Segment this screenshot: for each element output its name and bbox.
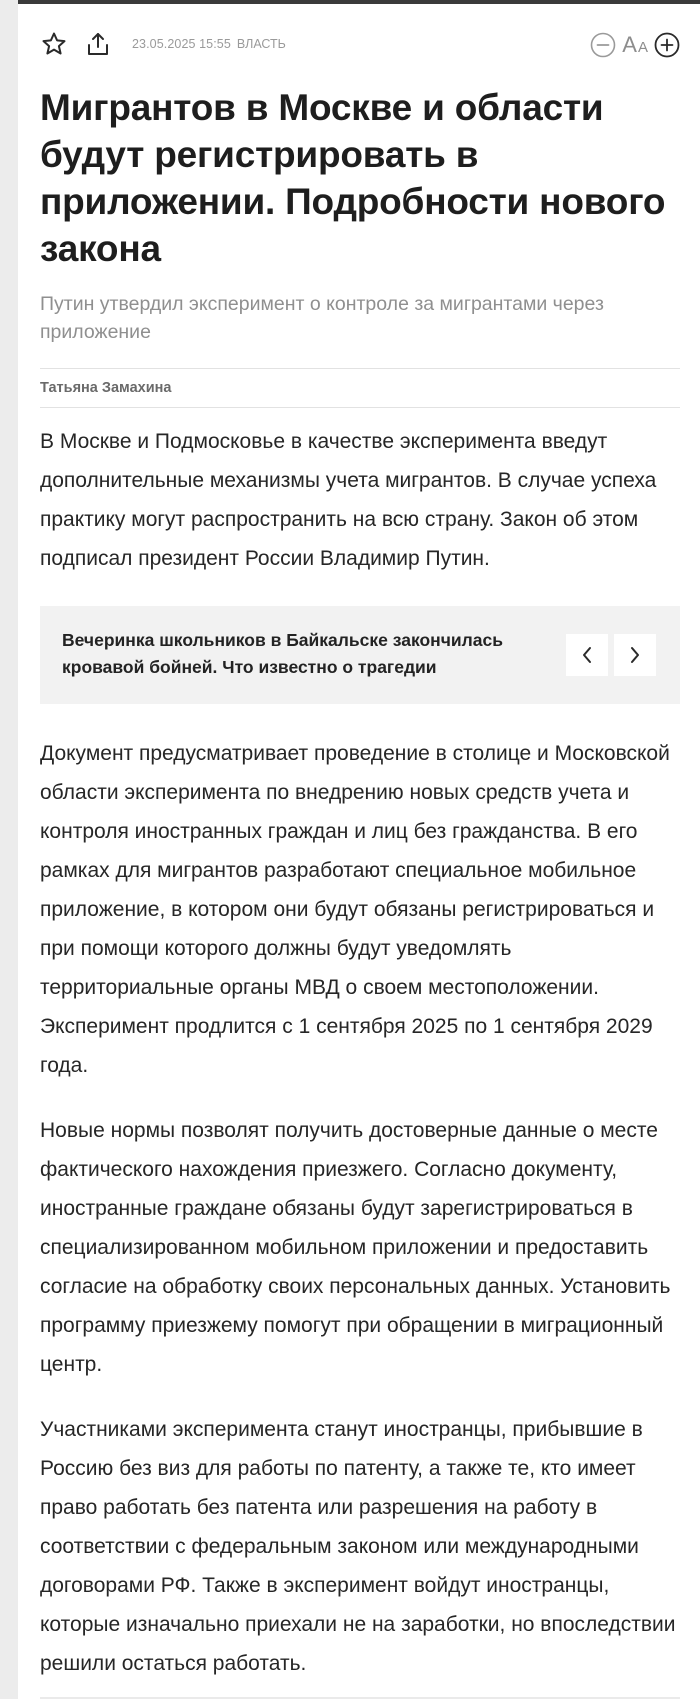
chevron-left-icon [580,645,594,665]
zoom-out-icon[interactable] [590,32,616,58]
article-paragraph: Документ предусматривает проведение в столице и Московской области эксперимента по внедрению новых средств учета и контроля иностранных граждан и лиц без гражданства. В его рамках для мигрантов разработают специальное мобильное приложение, в котором они будут обязаны регистрироваться и при помощи которого должны будут уведомлять территориальные органы МВД о своем местоположении. Эксперимент продлится с 1 сентября 2025 по 1 сентября 2029 года. [40,742,670,1077]
related-next-button[interactable] [614,634,656,676]
share-icon[interactable] [84,30,112,58]
star-icon[interactable] [40,30,68,58]
related-prev-button[interactable] [566,634,608,676]
article-title: Мигрантов в Москве и области будут регистрировать в приложении. Подробности нового закона [40,87,666,269]
font-glyph-small: А [637,39,648,56]
article-paragraph: В Москве и Подмосковье в качестве эксперимента введут дополнительные механизмы учета мигрантов. В случае успеха практику могут распространить на всю страну. Закон об этом подписал президент России Владимир Путин. [40,430,657,570]
zoom-in-icon[interactable] [654,32,680,58]
rubric-link[interactable]: ВЛАСТЬ [236,37,286,51]
article-paragraph: Новые нормы позволят получить достоверные данные о месте фактического нахождения приезжего. Согласно документу, иностранные граждане обязаны будут зарегистрироваться в специализированном мобильном приложении и предоставить согласие на обработку своих персональных данных. Установить программу приезжему помогут при обращении в миграционный центр. [40,1119,671,1376]
article-meta-bar [40,4,680,84]
font-size-icon[interactable] [622,32,648,58]
article-paragraph: Участниками эксперимента станут иностранцы, прибывшие в Россию без виз для работы по патенту, а также те, кто имеет право работать без патента или разрешения на работу в соответствии с федеральным законом или международными договорами РФ. Также в эксперимент войдут иностранцы, которые изначально приехали не на заработки, но впоследствии решили остаться работать. [40,1418,676,1675]
article-page [18,4,700,1699]
article-subtitle: Путин утвердил эксперимент о контроле за мигрантами через приложение [40,293,604,343]
author-bar [40,368,680,408]
article-content [40,4,680,1683]
related-article-link[interactable]: Вечеринка школьников в Байкальске закончилась кровавой бойней. Что известно о трагедии [62,630,503,677]
meta-right [590,32,680,58]
publish-date: 23.05.2025 15:55 [132,37,231,51]
related-article-card [40,606,680,704]
font-glyph-big: А [622,32,637,57]
meta-left [40,30,286,58]
author-link[interactable]: Татьяна Замахина [40,380,172,396]
chevron-right-icon [628,645,642,665]
